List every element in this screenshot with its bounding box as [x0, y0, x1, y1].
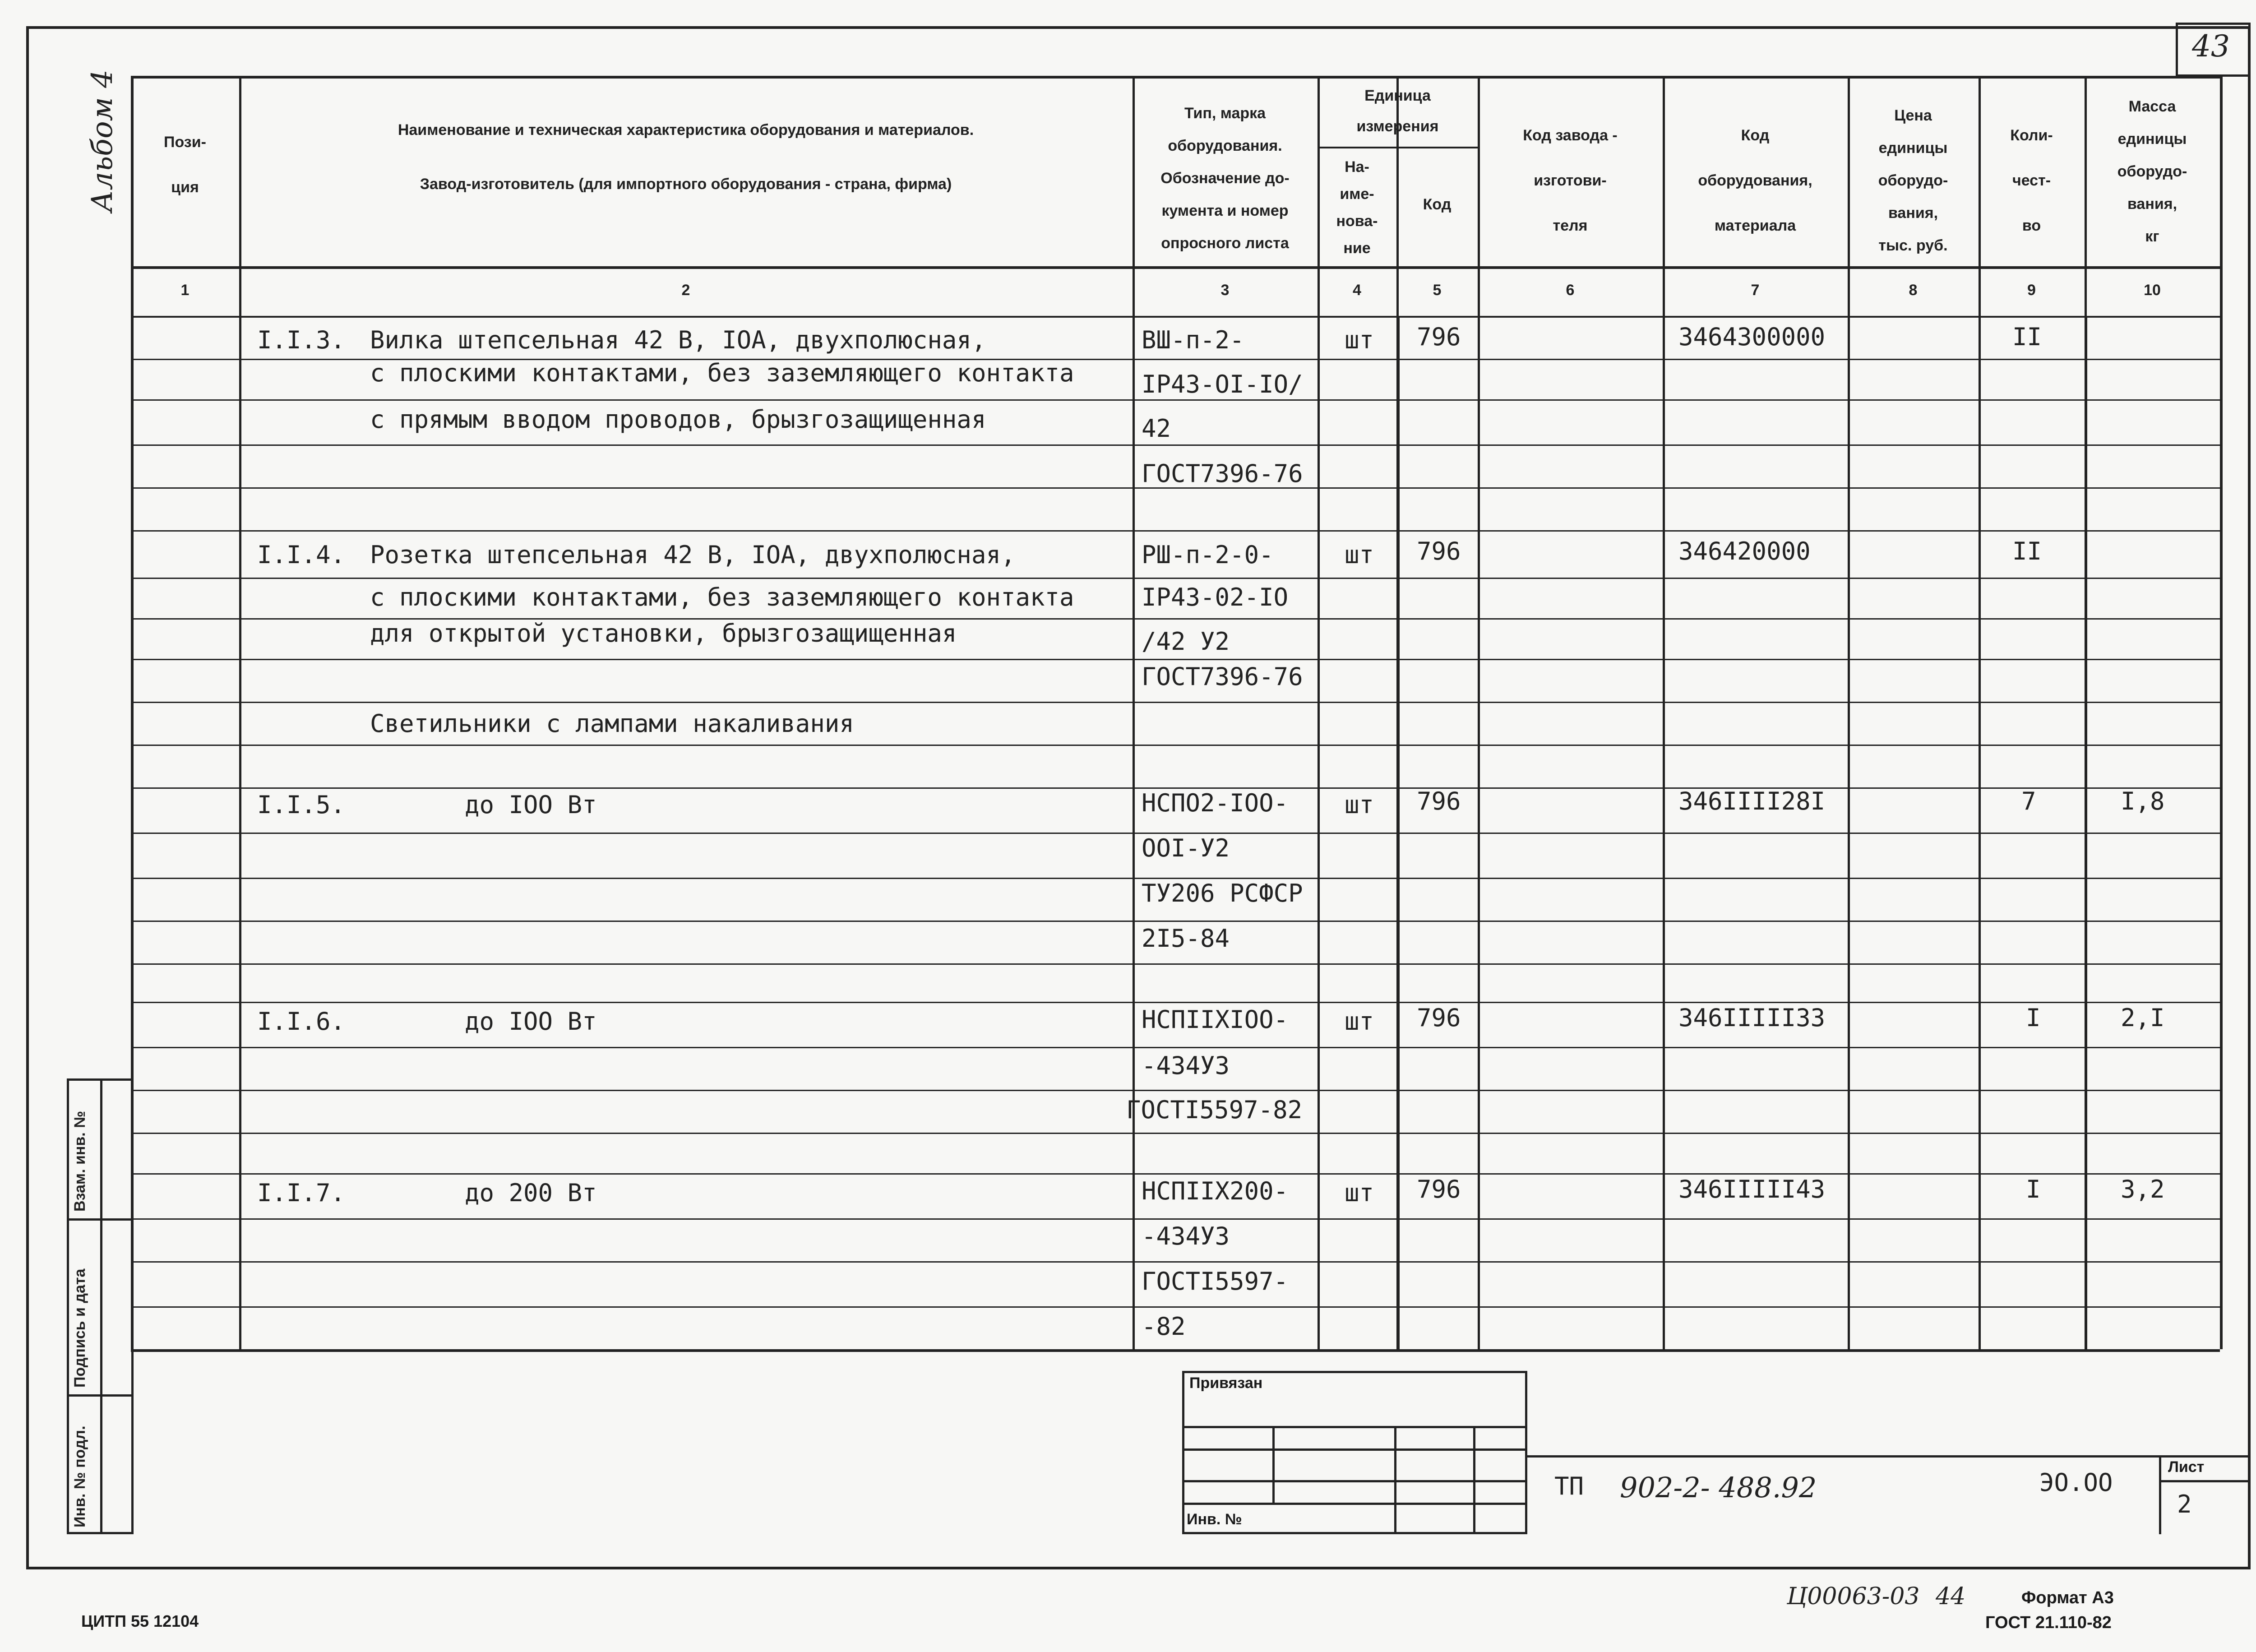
type-line: ТУ206 РСФСР [1142, 879, 1303, 907]
grid-hline [131, 745, 2220, 746]
grid-hline [131, 1218, 2220, 1220]
unit-code-cell: 796 [1417, 323, 1461, 351]
grid-hline [131, 530, 2220, 532]
grid-vline [1663, 76, 1665, 1349]
inv-no-label: Инв. № [1187, 1511, 1242, 1528]
mass-cell: 2,I [2121, 1004, 2165, 1032]
type-line: НСПО2-IOO- [1142, 789, 1289, 817]
page-number: 43 [2192, 29, 2230, 64]
grid-hline [131, 702, 2220, 703]
unit-cell: шт [1345, 1007, 1374, 1036]
column-number: 9 [2027, 282, 2036, 299]
equipment-code-cell: 346IIIII33 [1678, 1004, 1826, 1032]
grid-hline [131, 1173, 2220, 1175]
grid-vline [2085, 316, 2087, 1349]
column-number: 1 [180, 282, 190, 299]
mass-cell: 3,2 [2121, 1175, 2165, 1203]
side-stamp-inv-podl: Инв. № подл. [71, 1425, 88, 1527]
quantity-cell: 7 [2021, 787, 2036, 815]
header-unit-group: Единица измерения [1356, 87, 1439, 135]
grid-hline [131, 1306, 2220, 1308]
grid-hline [131, 266, 2220, 269]
grid-hline [131, 316, 2220, 318]
type-line: ГОСТ7396-76 [1142, 662, 1303, 691]
unit-cell: шт [1345, 1179, 1374, 1207]
equipment-code-cell: 3464300000 [1678, 323, 1826, 351]
column-number: 7 [1751, 282, 1760, 299]
unit-cell: шт [1345, 791, 1374, 819]
column-number: 3 [1220, 282, 1230, 299]
column-number: 2 [681, 282, 690, 299]
header-equipment-code: Код оборудования, материала [1698, 127, 1812, 234]
type-line: ГОСТ7396-76 [1142, 459, 1303, 488]
sheet-number: 2 [2177, 1490, 2192, 1518]
grid-hline [131, 1133, 2220, 1134]
grid-vline [1848, 76, 1850, 1349]
equipment-code-cell: 346420000 [1678, 537, 1811, 565]
equipment-code-cell: 346IIII28I [1678, 787, 1826, 815]
privyazan-box [1182, 1371, 1527, 1534]
album-label: Альбом 4 [86, 69, 119, 212]
type-line: НСПIIXIOO- [1142, 1005, 1289, 1034]
header-unit-price: Цена единицы оборудо- вания, тыс. руб. [1878, 107, 1948, 254]
archive-number: Ц00063-03 [1787, 1583, 1920, 1610]
type-line: ГОСТI5597- [1142, 1267, 1289, 1296]
grid-hline [131, 578, 2220, 579]
privyazan-label: Привязан [1189, 1374, 1263, 1392]
description-line: с плоскими контактами, без заземляющего контакта [370, 359, 1074, 387]
grid-hline [131, 659, 2220, 660]
type-line: -434У3 [1142, 1051, 1230, 1080]
quantity-cell: I [2026, 1175, 2041, 1203]
unit-code-cell: 796 [1417, 787, 1461, 815]
type-line: НСПIIX200- [1142, 1177, 1289, 1205]
type-line: IP43-02-IO [1142, 583, 1289, 611]
grid-hline [131, 1090, 2220, 1091]
header-unit-mass: Масса единицы оборудо- вания, кг [2117, 98, 2187, 245]
unit-code-cell: 796 [1417, 1004, 1461, 1032]
column-number: 4 [1353, 282, 1361, 299]
header-type: Тип, марка оборудования. Обозначение до- кумента и номер опросного листа [1160, 105, 1290, 252]
position-cell: I.I.3. [257, 326, 346, 354]
grid-hline [131, 1349, 2220, 1352]
column-number: 10 [2144, 282, 2161, 299]
description-line: Вилка штепсельная 42 В, IOA, двухполюсная, [370, 326, 986, 354]
type-line: РШ-п-2-0- [1142, 541, 1274, 569]
type-line: ГОСТI5597-82 [1126, 1096, 1303, 1124]
position-cell: I.I.4. [257, 541, 346, 569]
sheet-label: Лист [2168, 1458, 2205, 1476]
mass-cell: I,8 [2121, 787, 2165, 815]
grid-vline [1478, 76, 1480, 1349]
type-line: -82 [1142, 1312, 1186, 1341]
footer-left: ЦИТП 55 12104 [81, 1612, 199, 1630]
grid-vline [1396, 316, 1400, 1349]
type-line: 42 [1142, 414, 1171, 443]
position-cell: I.I.5. [257, 791, 346, 819]
type-line: IP43-OI-IO/ [1142, 370, 1303, 398]
archive-sheet: 44 [1936, 1583, 1966, 1610]
type-line: ВШ-п-2- [1142, 326, 1244, 354]
grid-vline [1133, 76, 1135, 1349]
grid-hline [131, 1047, 2220, 1048]
header-name-line1: Наименование и техническая характеристика оборудования и материалов. [398, 121, 974, 139]
type-line: -434У3 [1142, 1222, 1230, 1250]
type-line: 2I5-84 [1142, 924, 1230, 953]
side-stamp-podpis: Подпись и дата [71, 1268, 88, 1388]
gost-label: ГОСТ 21.110-82 [1985, 1613, 2112, 1632]
equipment-code-cell: 346IIIII43 [1678, 1175, 1826, 1203]
doc-number: 902-2- 488.92 [1620, 1471, 1817, 1504]
grid-vline [1979, 76, 1981, 1349]
grid-hline [131, 76, 2220, 79]
header-unit-code: Код [1423, 196, 1452, 213]
doc-code: ТП [1554, 1472, 1584, 1500]
unit-cell: шт [1345, 541, 1374, 569]
position-cell: I.I.7. [257, 1179, 346, 1207]
section-heading: Светильники с лампами накаливания [370, 709, 854, 738]
description-line: с прямым вводом проводов, брызгозащищенная [370, 405, 986, 434]
header-unit-name: На- име- нова- ние [1336, 158, 1378, 257]
grid-vline [2220, 76, 2223, 1349]
description-line: с плоскими контактами, без заземляющего контакта [370, 583, 1074, 611]
position-cell: I.I.6. [257, 1007, 346, 1036]
unit-code-cell: 796 [1417, 537, 1461, 565]
header-quantity: Коли- чест- во [2010, 127, 2053, 234]
quantity-cell: I [2026, 1004, 2041, 1032]
column-number: 6 [1566, 282, 1575, 299]
grid-hline [131, 399, 2220, 401]
header-position: Пози- ция [164, 134, 206, 196]
grid-vline [239, 76, 241, 1349]
grid-hline [131, 921, 2220, 922]
grid-hline [131, 1261, 2220, 1263]
type-line: /42 У2 [1142, 627, 1230, 656]
column-number: 5 [1433, 282, 1442, 299]
description-line: для открытой установки, брызгозащищенная [370, 619, 957, 648]
doc-section: ЭО.ОО [2039, 1468, 2113, 1497]
header-name-line2: Завод-изготовитель (для импортного оборудования - страна, фирма) [420, 176, 952, 193]
grid-hline [131, 1002, 2220, 1003]
unit-code-cell: 796 [1417, 1175, 1461, 1203]
grid-hline [131, 963, 2220, 965]
description-line: до IOO Вт [465, 1007, 597, 1036]
description-line: до IOO Вт [465, 791, 597, 819]
quantity-cell: II [2012, 537, 2042, 565]
column-number: 8 [1909, 282, 1918, 299]
grid-hline [131, 444, 2220, 446]
description-line: до 200 Вт [465, 1179, 597, 1207]
side-stamp-vzam: Взам. инв. № [71, 1111, 88, 1212]
header-plant-code: Код завода - изготови- теля [1523, 127, 1618, 234]
type-line: OOI-У2 [1142, 834, 1230, 862]
format-label: Формат А3 [2021, 1588, 2114, 1607]
description-line: Розетка штепсельная 42 В, IOA, двухполюсная, [370, 541, 1016, 569]
grid-vline [1318, 76, 1320, 1349]
unit-cell: шт [1345, 326, 1374, 354]
quantity-cell: II [2012, 323, 2042, 351]
